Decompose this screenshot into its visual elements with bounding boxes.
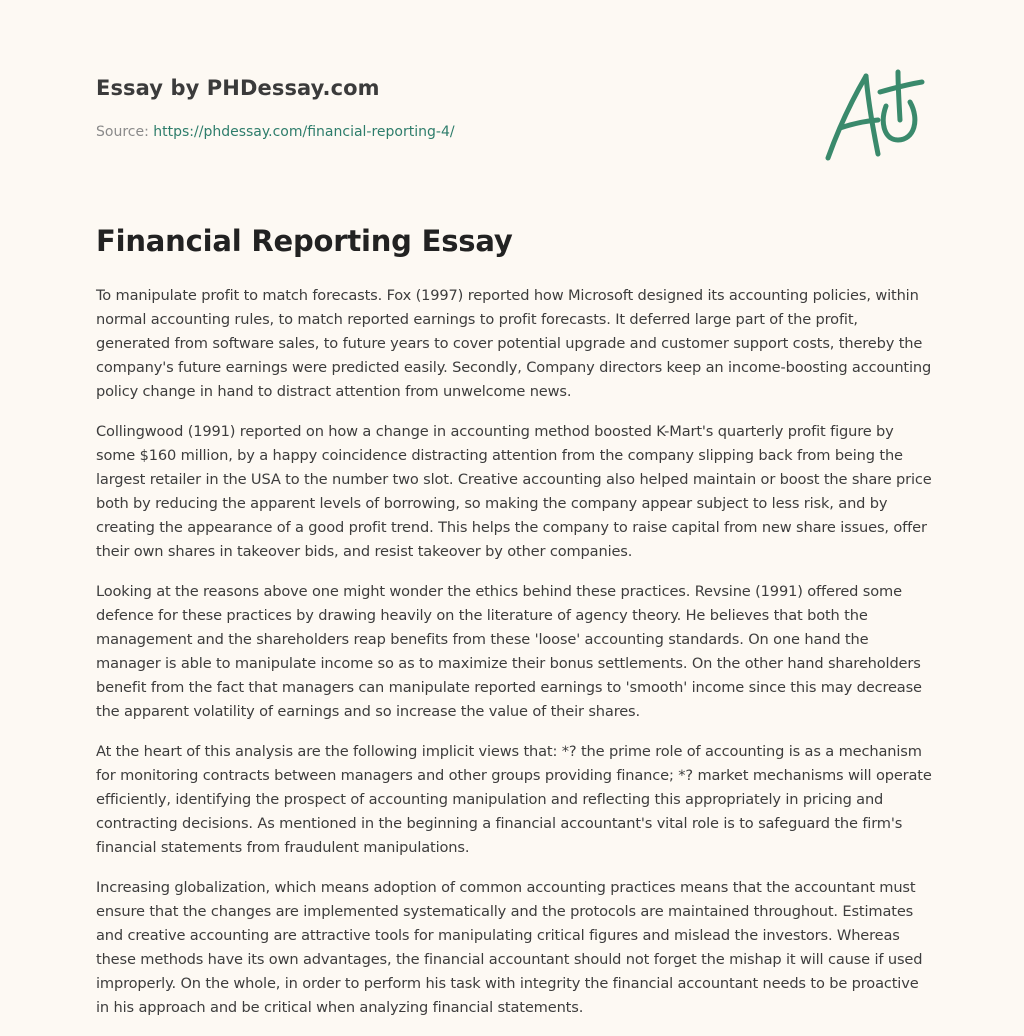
source-label: Source: [96,124,154,140]
essay-body [96,284,932,1036]
paragraph: Looking at the reasons above one might wonder the ethics behind these practices. Revsine (1991) offered some defence for these practices by drawing heavily on the literature of agency theory. He believes that both the management and the shareholders reap benefits from these 'loose' accounting standards. On one hand the manager is able to manipulate income so as to maximize their bonus settlements. On the other hand shareholders benefit from the fact that managers can manipulate reported earnings to 'smooth' income since this may decrease the apparent volatility of earnings and so increase the value of their shares. [96,583,922,720]
essay-title: Financial Reporting Essay [96,224,513,258]
a-plus-logo-icon [822,66,926,166]
paragraph: Collingwood (1991) reported on how a change in accounting method boosted K-Mart's quarterly profit figure by some $160 million, by a happy coincidence distracting attention from the company slipping back from being the largest retailer in the USA to the number two slot. Creative accounting also helped maintain or boost the share price both by reducing the apparent levels of borrowing, so making the company appear subject to less risk, and by creating the appearance of a good profit trend. This helps the company to raise capital from new share issues, offer their own shares in takeover bids, and resist takeover by other companies. [96,423,932,560]
paragraph: To manipulate profit to match forecasts. Fox (1997) reported how Microsoft designed its accounting policies, within normal accounting rules, to match reported earnings to profit forecasts. It deferred large part of the profit, generated from software sales, to future years to cover potential upgrade and customer support costs, thereby the company's future earnings were predicted easily. Secondly, Company directors keep an income-boosting accounting policy change in hand to distract attention from unwelcome news. [96,287,932,400]
paragraph: Increasing globalization, which means adoption of common accounting practices means that the accountant must ensure that the changes are implemented systematically and the protocols are maintained throughout. Estimates and creative accounting are attractive tools for manipulating critical figures and mislead the investors. Whereas these methods have its own advantages, the financial accountant should not forget the mishap it will cause if used improperly. On the whole, in order to perform his task with integrity the financial accountant needs to be proactive in his approach and be critical when analyzing financial statements. [96,879,923,1016]
source-line [96,124,455,140]
site-brand: Essay by PHDessay.com [96,76,380,100]
paragraph: At the heart of this analysis are the following implicit views that: *? the prime role of accounting is as a mechanism for monitoring contracts between managers and other groups providing finance; *? market mechanisms will operate efficiently, identifying the prospect of accounting manipulation and reflecting this appropriately in pricing and contracting decisions. As mentioned in the beginning a financial accountant's vital role is to safeguard the firm's financial statements from fraudulent manipulations. [96,743,932,856]
source-link[interactable]: https://phdessay.com/financial-reporting-4/ [153,124,455,140]
